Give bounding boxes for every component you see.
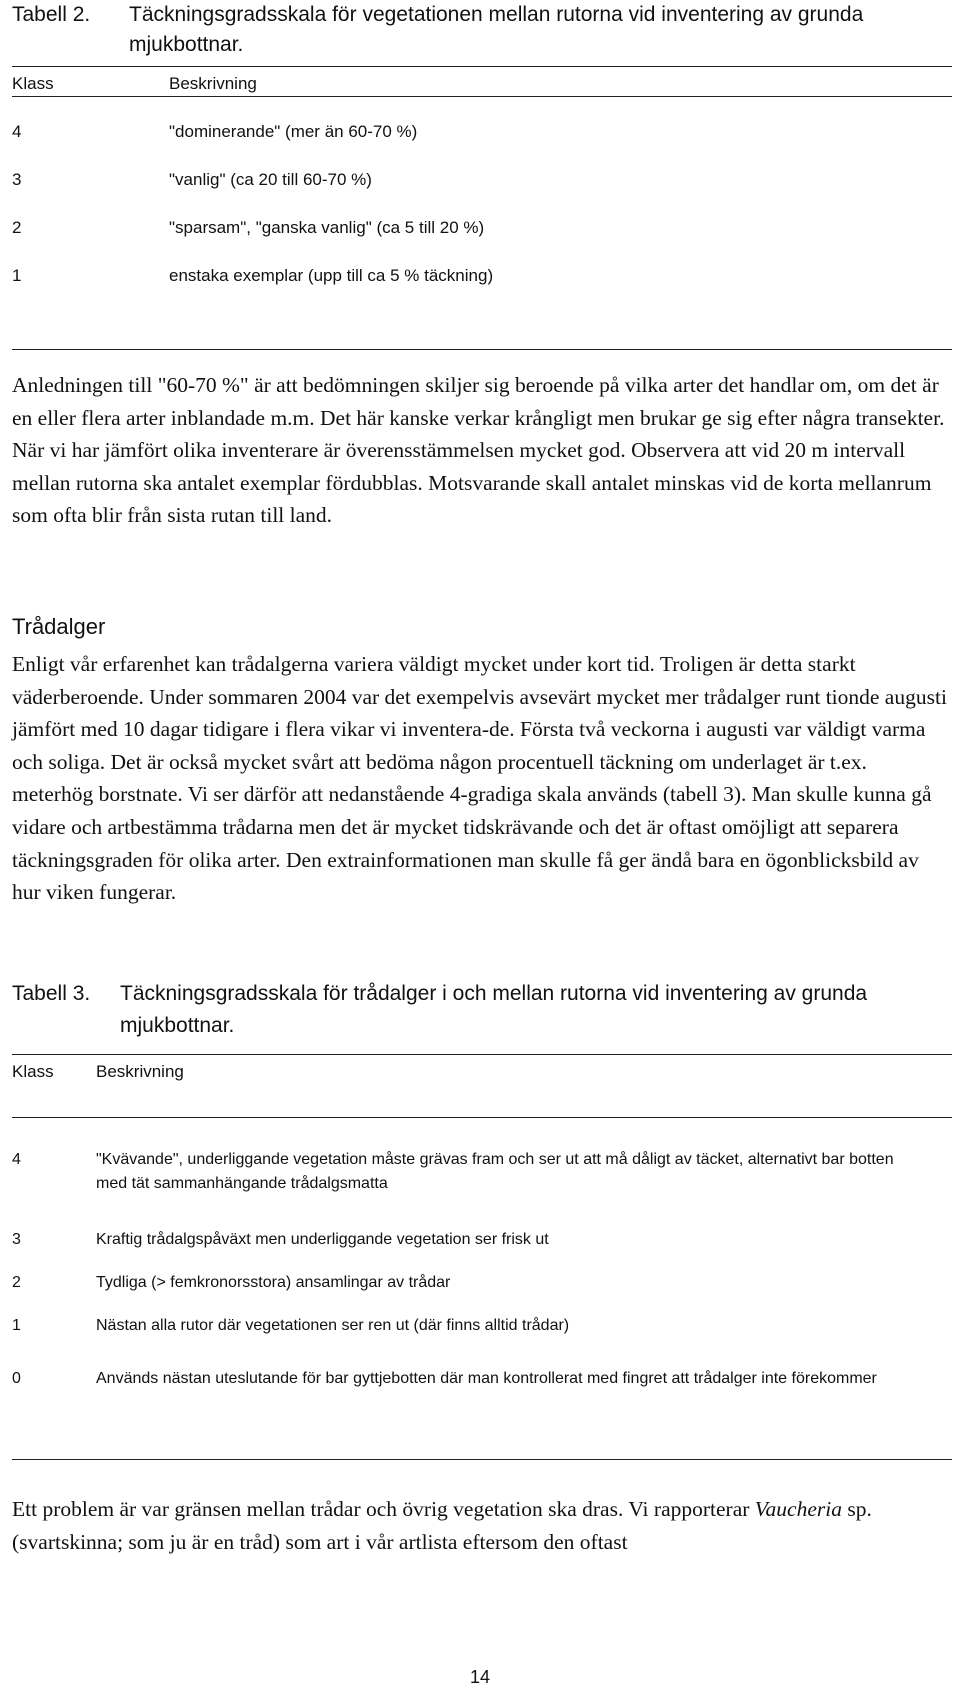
table3-row-description: Används nästan uteslutande för bar gyttjebotten där man kontrollerat med fingret att trådalger inte förekommer: [96, 1370, 877, 1387]
table2-row-class: 3: [12, 170, 22, 189]
table3-row-description: Nästan alla rutor där vegetationen ser ren ut (där finns alltid trådar): [96, 1317, 570, 1334]
table3-row-class: 4: [12, 1151, 21, 1168]
table3-caption-text: Täckningsgradsskala för trådalger i och mellan rutorna vid inventering av grunda mjukbottnar.: [120, 982, 868, 1037]
table3-header-description: Beskrivning: [96, 1062, 184, 1081]
table2-caption-text: Täckningsgradsskala för vegetationen mellan rutorna vid inventering av grunda mjukbottnar.: [129, 3, 864, 56]
paragraph3-text-end: sp. (svartskinna; som ju är en tråd) som art i vår artlista eftersom den oftast: [12, 1497, 872, 1554]
table3-row-class: 1: [12, 1317, 21, 1334]
table2-row-description: "sparsam", "ganska vanlig" (ca 5 till 20 %): [169, 218, 485, 237]
table2-row-class: 1: [12, 266, 22, 285]
table3-row-description: Kraftig trådalgspåväxt men underliggande vegetation ser frisk ut: [96, 1231, 549, 1248]
species-name: Vaucheria: [754, 1497, 842, 1521]
table2-header-description: Beskrivning: [169, 74, 257, 93]
table2-header-rule: [12, 96, 952, 97]
table3-row-class: 3: [12, 1231, 21, 1248]
table2-row-description: enstaka exemplar (upp till ca 5 % täckning): [169, 266, 494, 285]
table3-top-rule: [12, 1054, 952, 1055]
table3-header-rule: [12, 1117, 952, 1118]
table3-header-class: Klass: [12, 1062, 54, 1081]
paragraph3-text-start: Ett problem är var gränsen mellan trådar och övrig vegetation ska dras. Vi rapporterar: [12, 1497, 755, 1521]
table2-caption-label: Tabell 2.: [12, 3, 91, 26]
body-paragraph-3: [12, 1493, 948, 1558]
table3-row-class: 2: [12, 1274, 21, 1291]
table3-caption-label: Tabell 3.: [12, 982, 91, 1005]
table2-header-class: Klass: [12, 74, 54, 93]
table3-row-description: Tydliga (> femkronorsstora) ansamlingar av trådar: [96, 1274, 451, 1291]
page-number: 14: [469, 1667, 491, 1687]
body-paragraph-2: Enligt vår erfarenhet kan trådalgerna variera väldigt mycket under kort tid. Troligen är detta starkt väderberoende. Under sommaren 2004 var det exempelvis avsevärt mycket mer trådalger runt tionde augusti jämfört med 10 dagar tidigare i flera vikar vi inventera-de. Första två veckorna i augusti var väldigt varma och soliga. Det är också mycket svårt att bedöma någon procentuell täckning om underlaget är t.ex. meterhög borstnate. Vi ser därför att nedanstående 4-gradiga skala används (tabell 3). Man skulle kunna gå vidare och artbestämma trådarna men det är mycket tidskrävande och det är oftast omöjligt att separera täckningsgraden för olika arter. Den extrainformationen man skulle få ger ändå bara en ögonblicksbild av hur viken fungerar.: [12, 652, 947, 905]
table3-row-class: 0: [12, 1370, 21, 1387]
table2-row-description: "vanlig" (ca 20 till 60-70 %): [169, 170, 372, 189]
table3-row-description: "Kvävande", underliggande vegetation måste grävas fram och ser ut att må dåligt av täcket, alternativt bar botten med tät sammanhängande trådalgsmatta: [96, 1151, 894, 1192]
table2-row-class: 2: [12, 218, 22, 237]
body-paragraph-1: Anledningen till "60-70 %" är att bedömningen skiljer sig beroende på vilka arter det handlar om, om det är en eller flera arter inblandade m.m. Det här kanske verkar krångligt men brukar ge sig efter några transekter. När vi har jämfört olika inventerare är överensstämmelsen mycket god. Observera att vid 20 m intervall mellan rutorna ska antalet exemplar fördubblas. Motsvarande skall antalet minskas vid de korta mellanrum som ofta blir från sista rutan till land.: [12, 373, 945, 528]
table2-bottom-rule: [12, 349, 952, 350]
table2-row-description: "dominerande" (mer än 60-70 %): [169, 122, 418, 141]
table3-bottom-rule: [12, 1459, 952, 1460]
table2-row-class: 4: [12, 122, 22, 141]
section-heading: Trådalger: [12, 614, 106, 639]
table2-top-rule: [12, 66, 952, 67]
